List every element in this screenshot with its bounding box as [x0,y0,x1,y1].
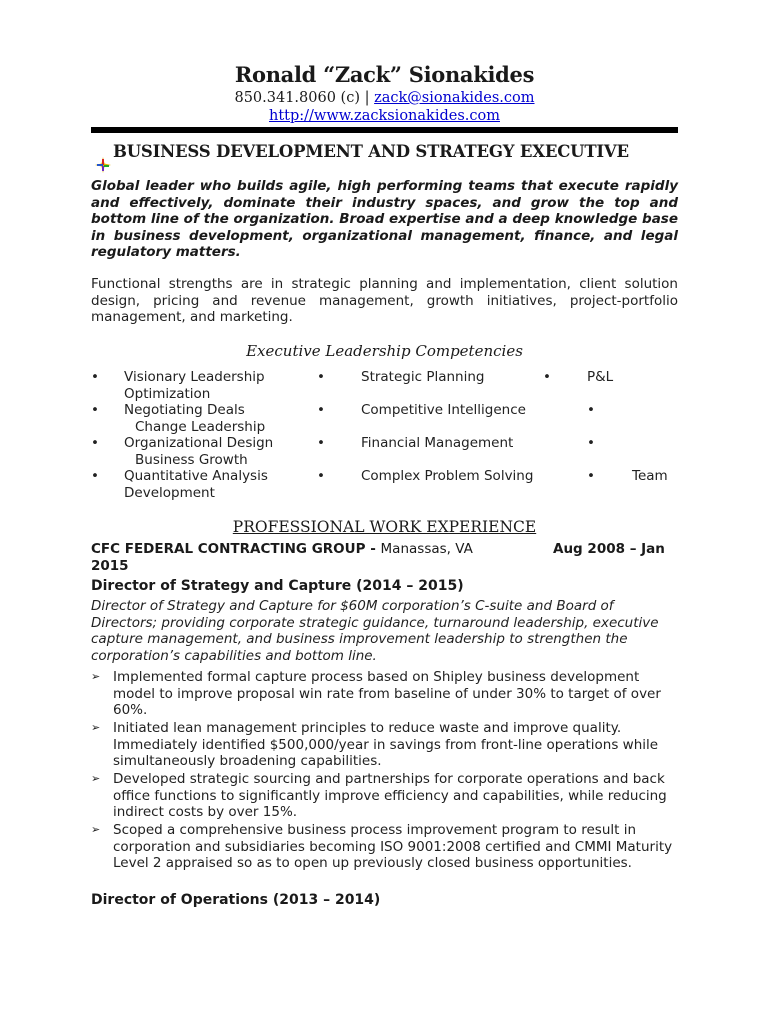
competency-row [91,435,678,469]
bullet-glyph: • [317,402,325,418]
arrow-bullet-icon: ➢ [91,823,101,836]
competency-item: Quantitative Analysis [124,468,268,484]
contact-info [91,89,678,125]
competency-item: Complex Problem Solving [361,468,534,484]
headline: BUSINESS DEVELOPMENT AND STRATEGY EXECUTIVE [113,142,629,161]
competencies-title: Executive Leadership Competencies [246,342,523,360]
employer-line [91,541,678,574]
achievement-text: Implemented formal capture process based on Shipley business development model to improve proposal win rate from baseline of under 30% to target of over 60%. [113,669,661,718]
achievement-item [91,720,678,770]
employer-name: CFC FEDERAL CONTRACTING GROUP - [91,541,381,557]
competency-item: Organizational Design [124,435,274,451]
bullet-glyph: • [587,402,595,418]
employment-dates-cont: 2015 [91,557,129,574]
candidate-name: Ronald “Zack” Sionakides [234,62,535,87]
bullet-glyph: • [317,369,325,385]
role-title: Director of Operations (2013 – 2014) [91,892,381,908]
arrow-bullet-icon: ➢ [91,721,101,734]
competency-item: Strategic Planning [361,369,485,385]
arrow-bullet-icon: ➢ [91,670,101,683]
website-link[interactable]: http://www.zacksionakides.com [269,108,500,124]
bullet-glyph: • [317,435,325,451]
bullet-glyph: • [91,369,99,385]
role-title: Director of Strategy and Capture (2014 – 2015) [91,578,464,594]
phone-number: 850.341.8060 (c) | [234,90,370,106]
achievement-item [91,822,678,889]
competency-row [91,468,678,502]
competency-item: Business Growth [135,451,248,468]
bullet-glyph: • [317,468,325,484]
bullet-glyph: • [543,369,551,385]
employer-location: Manassas, VA [380,541,473,557]
strengths-paragraph: Functional strengths are in strategic planning and implementation, client solution design, pricing and revenue management, growth initiatives, project-portfolio management, and marketing. [91,276,678,325]
achievement-text: Initiated lean management principles to reduce waste and improve quality. Immediately identified $500,000/year in savings from front-line operations while simultaneously broadening capabilities. [113,720,659,769]
achievement-text: Developed strategic sourcing and partnerships for corporate operations and back office functions to significantly improve efficiency and capabilities, while reducing indirect costs by over 15%. [113,771,667,820]
employment-dates: Aug 2008 – Jan [553,541,665,557]
bullet-glyph: • [91,402,99,418]
competency-item: P&L [587,369,614,385]
competency-item: Competitive Intelligence [361,402,526,418]
bullet-glyph: • [91,468,99,484]
achievement-text: Scoped a comprehensive business process improvement program to result in corporation and subsidiaries becoming ISO 9001:2008 certified and CMMI Maturity Level 2 appraised so as to open up previously closed business opportunities. [113,822,673,871]
arrow-bullet-icon: ➢ [91,772,101,785]
achievement-item [91,669,678,719]
summary-paragraph: Global leader who builds agile, high performing teams that execute rapidly and effectively, dominate their industry spaces, and grow the top and bottom line of the organization. Broad expertise and a deep knowledge base in business development, organizational management, finance, and legal regulatory matters. [91,178,678,260]
competency-item: Change Leadership [135,418,266,435]
competency-item: Team [632,468,668,484]
competency-item: Financial Management [361,435,514,451]
colorful-star-icon [95,157,111,173]
role-description: Director of Strategy and Capture for $60M corporation’s C-suite and Board of Directors; providing corporate strategic guidance, turnaround leadership, executive capture management, and business improvement leadership to strengthen the corporation’s capabilities and bottom line. [91,598,659,664]
header-divider [91,127,678,133]
competency-item: Visionary Leadership [124,369,265,385]
bullet-glyph: • [587,468,595,484]
competency-item: Development [124,484,215,501]
bullet-glyph: • [91,435,99,451]
email-link[interactable]: zack@sionakides.com [374,90,535,106]
section-title-experience: PROFESSIONAL WORK EXPERIENCE [232,518,537,536]
competency-row [91,402,678,436]
competency-item: Negotiating Deals [124,402,245,418]
competency-row [91,369,678,403]
competency-item: Optimization [124,385,211,402]
achievement-item [91,771,678,821]
bullet-glyph: • [587,435,595,451]
